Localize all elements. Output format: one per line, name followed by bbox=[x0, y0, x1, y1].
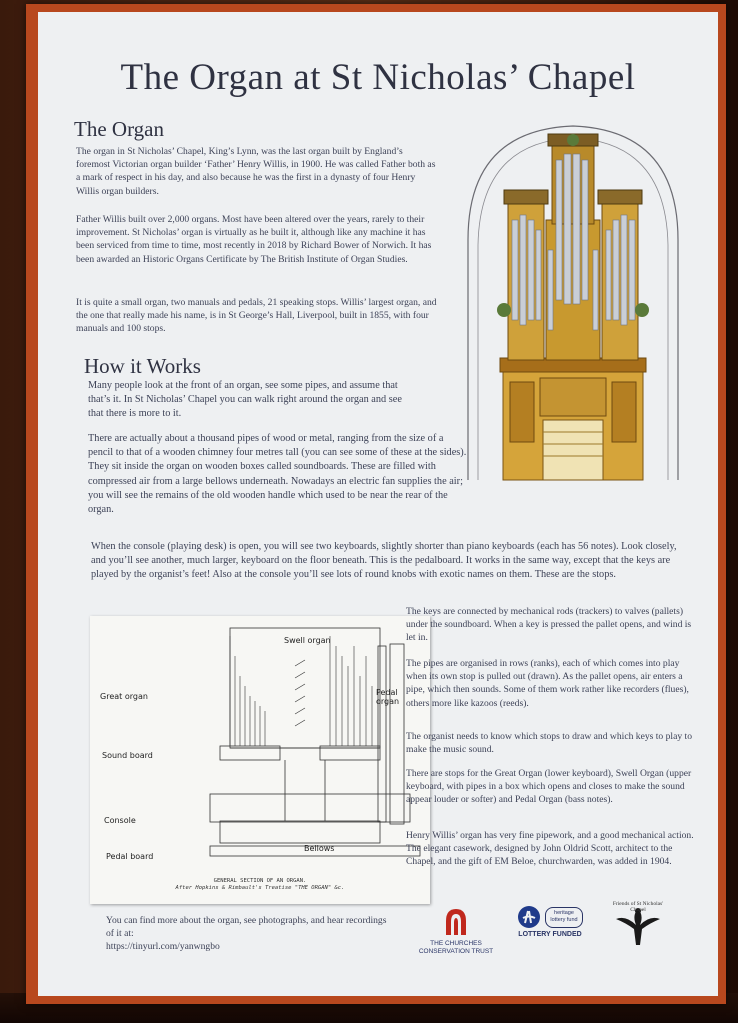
label-swell-organ: Swell organ bbox=[284, 636, 331, 645]
lottery-funded-text: LOTTERY FUNDED bbox=[518, 931, 582, 938]
organ-paragraph-3: It is quite a small organ, two manuals and pedals, 21 speaking stops. Willis’ largest organ, and the one that really made his name, is in St George’s Hall, Liverpool, built in 1855, with four manuals and 100 stops. bbox=[76, 297, 437, 335]
heading-how-it-works: How it Works bbox=[84, 354, 201, 378]
diagram-caption-title: GENERAL SECTION OF AN ORGAN. bbox=[213, 878, 307, 884]
lottery-crossed-fingers-icon bbox=[517, 905, 541, 929]
label-pedal-organ: Pedal organ bbox=[376, 688, 400, 706]
friends-of-chapel-seal bbox=[606, 897, 670, 961]
right-paragraph-4: There are stops for the Great Organ (lower keyboard), Swell Organ (upper keyboard, with pipes in a box which opens and closes to make the sound appear louder or softer) and Pedal Organ (bass notes). bbox=[406, 768, 692, 806]
how-paragraph-3: When the console (playing desk) is open, you will see two keyboards, slightly shorter than piano keyboards (each has 56 notes). Look closely, and you’ll see another, much larger, keyboard on the floor beneath. This is the pedalboard. It works in the same way, except that the keys are played by the organist’s feet! Also at the console you’ll see lots of round knobs with exotic names on them. These are the stops. bbox=[91, 541, 677, 581]
how-paragraph-2: There are actually about a thousand pipes of wood or metal, ranging from the size of a pencil to that of a wooden chimney four metres tall (you can see some of these at the sides). They sit inside the organ on wooden boxes called soundboards. These are filled with compressed air from a large bellows underneath. Nowadays an electric fan supplies the air; you will see the remains of the old wooden handle which used to be near the rear of the organ. bbox=[88, 433, 467, 516]
ccot-logo-text: THE CHURCHES CONSERVATION TRUST bbox=[418, 940, 494, 955]
label-great-organ: Great organ bbox=[100, 692, 148, 701]
heritage-lottery-fund-text: heritage lottery fund bbox=[545, 907, 583, 928]
organ-section-diagram bbox=[90, 616, 430, 904]
right-paragraph-5: Henry Willis’ organ has very fine pipework, and a good mechanical action. The elegant casework, designed by John Oldrid Scott, architect to the Chapel, and the gift of EM Beloe, churchwarden, was added in 1904. bbox=[406, 830, 694, 868]
right-paragraph-2: The pipes are organised in rows (ranks), each of which comes into play when its own stop is pulled out (drawn). As the pallet opens, air enters a pipe, which then sounds. Some of them work rather like recorders (flues), others more like kazoos (reeds). bbox=[406, 658, 689, 709]
organ-paragraph-1: The organ in St Nicholas’ Chapel, King’s Lynn, was the last organ built by England’s foremost Victorian organ builder ‘Father’ Henry Willis, in 1900. He was called Father both as a mark of respect in his day, and also because he was the first in a dynasty of four Henry Willis organ builders. bbox=[76, 146, 436, 197]
right-paragraph-1: The keys are connected by mechanical rods (trackers) to valves (pallets) under the soundboard. When a key is pressed the pallet opens, and wind is let in. bbox=[406, 606, 692, 644]
lottery-logo bbox=[510, 905, 590, 939]
organ-paragraph-2: Father Willis built over 2,000 organs. Most have been altered over the years, rarely to their improvement. St Nicholas’ organ is virtually as he built it, although like any machine it has been serviced from time to time, most recently in 2018 by Richard Bower of Norwich. It has been awarded an Historic Organs Certificate by The British Institute of Organ Studies. bbox=[76, 214, 432, 265]
info-sign bbox=[38, 12, 718, 996]
friends-seal-text: Friends of St Nicholas' Chapel bbox=[612, 901, 664, 913]
sign-title: The Organ at St Nicholas’ Chapel bbox=[120, 57, 636, 98]
label-bellows: Bellows bbox=[304, 844, 335, 853]
label-pedal-board: Pedal board bbox=[106, 852, 154, 861]
diagram-caption-sub: After Hopkins & Rimbault's Treatise "THE ORGAN" &c. bbox=[175, 885, 345, 891]
heading-the-organ: The Organ bbox=[74, 117, 164, 141]
ccot-logo bbox=[410, 907, 502, 955]
right-paragraph-3: The organist needs to know which stops to draw and which keys to play to make the music sound. bbox=[406, 731, 692, 756]
label-console: Console bbox=[104, 816, 136, 825]
diagram-caption bbox=[140, 878, 380, 892]
ccot-arch-icon bbox=[442, 907, 470, 935]
label-sound-board: Sound board bbox=[102, 751, 153, 760]
footer-url: https://tinyurl.com/yanwngbo bbox=[106, 941, 220, 952]
how-paragraph-1: Many people look at the front of an organ, see some pipes, and assume that that’s it. In St Nicholas’ Chapel you can walk right around the organ and see that there is more to it. bbox=[88, 380, 402, 420]
footer-more-info: You can find more about the organ, see photographs, and hear recordings of it at: bbox=[106, 915, 387, 940]
organ-illustration bbox=[448, 120, 698, 485]
